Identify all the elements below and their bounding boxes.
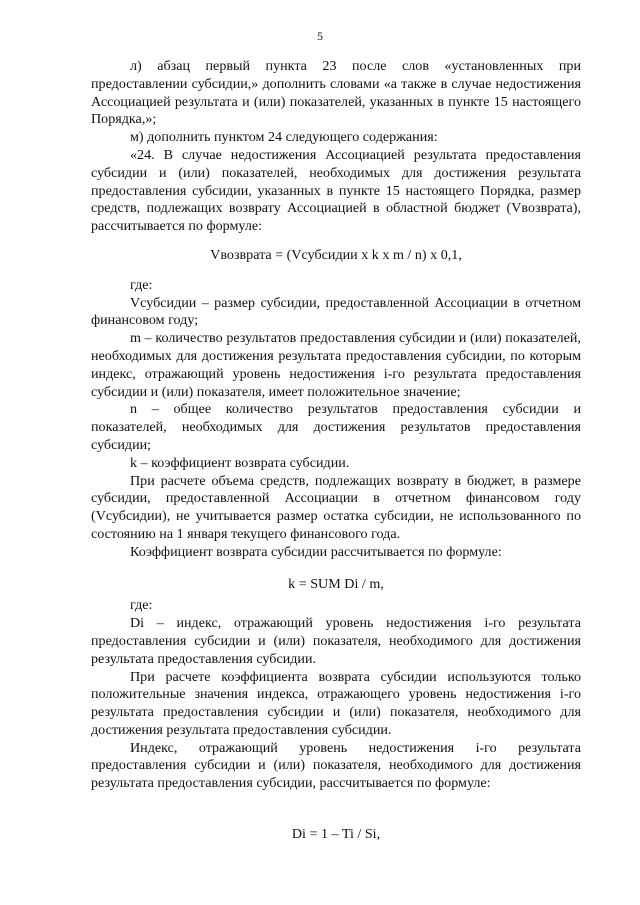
- paragraph-positive-values: При расчете коэффициента возврата субсидии используются только положительные значения индекса, отражающего уровень недостижения i-го результата предоставления субсидии и (или) показателя, необходимого для достижения результата предоставления субсидии.: [91, 668, 581, 738]
- formula-v-return: Vвозврата = (Vсубсидии x k x m / n) x 0,1,: [210, 246, 462, 263]
- document-body: [91, 58, 581, 844]
- formula-k: k = SUM Di / m,: [288, 575, 384, 592]
- paragraph-item-m: м) дополнить пунктом 24 следующего содержания:: [130, 129, 438, 146]
- page-number: 5: [317, 29, 323, 43]
- where-label: где:: [130, 276, 153, 293]
- paragraph-point-24: «24. В случае недостижения Ассоциацией результата предоставления субсидии и (или) показателей, необходимых для достижения результата предоставления субсидии, указанных в пункте 15 настоящего Порядка, размер средств, подлежащих возврату Ассоциацией в областной бюджет (Vвозврата), рассчитывается по формуле:: [91, 146, 581, 235]
- paragraph-coefficient-intro: Коэффициент возврата субсидии рассчитывается по формуле:: [130, 543, 502, 560]
- where-label: где:: [130, 597, 153, 614]
- definition-v-subsidy: Vсубсидии – размер субсидии, предоставленной Ассоциации в отчетном финансовом году;: [91, 294, 581, 329]
- formula-di: Di = 1 – Ti / Si,: [291, 826, 381, 843]
- definition-n: n – общее количество результатов предоставления субсидии и показателей, необходимых для достижения результатов предоставления субсидии;: [91, 401, 581, 453]
- paragraph-index-intro: Индекс, отражающий уровень недостижения i-го результата предоставления субсидии и (или) показателя, необходимого для достижения результата предоставления субсидии, рассчитывается по формуле:: [91, 739, 581, 792]
- paragraph-calculation-note: При расчете объема средств, подлежащих возврату в бюджет, в размере субсидии, предоставленной Ассоциации в отчетном финансовом году (Vсубсидии), не учитывается размер остатка субсидии, не использованного по состоянию на 1 января текущего финансового года.: [91, 472, 581, 542]
- definition-k: k – коэффициент возврата субсидии.: [130, 454, 350, 471]
- definition-di: Di – индекс, отражающий уровень недостижения i-го результата предоставления субсидии и (или) показателя, необходимого для достижения результата предоставления субсидии.: [91, 615, 581, 667]
- definition-m: m – количество результатов предоставления субсидии и (или) показателей, необходимых для достижения результата предоставления субсидии, по которым индекс, отражающий уровень недостижения i-го результата предоставления субсидии и (или) показателя, имеет положительное значение;: [91, 330, 581, 400]
- paragraph-item-l: л) абзац первый пункта 23 после слов «установленных при предоставлении субсидии,» дополнить словами «а также в случае недостижения Ассоциацией результата и (или) показателей, указанных в пункте 15 настоящего Порядка,»;: [91, 58, 581, 128]
